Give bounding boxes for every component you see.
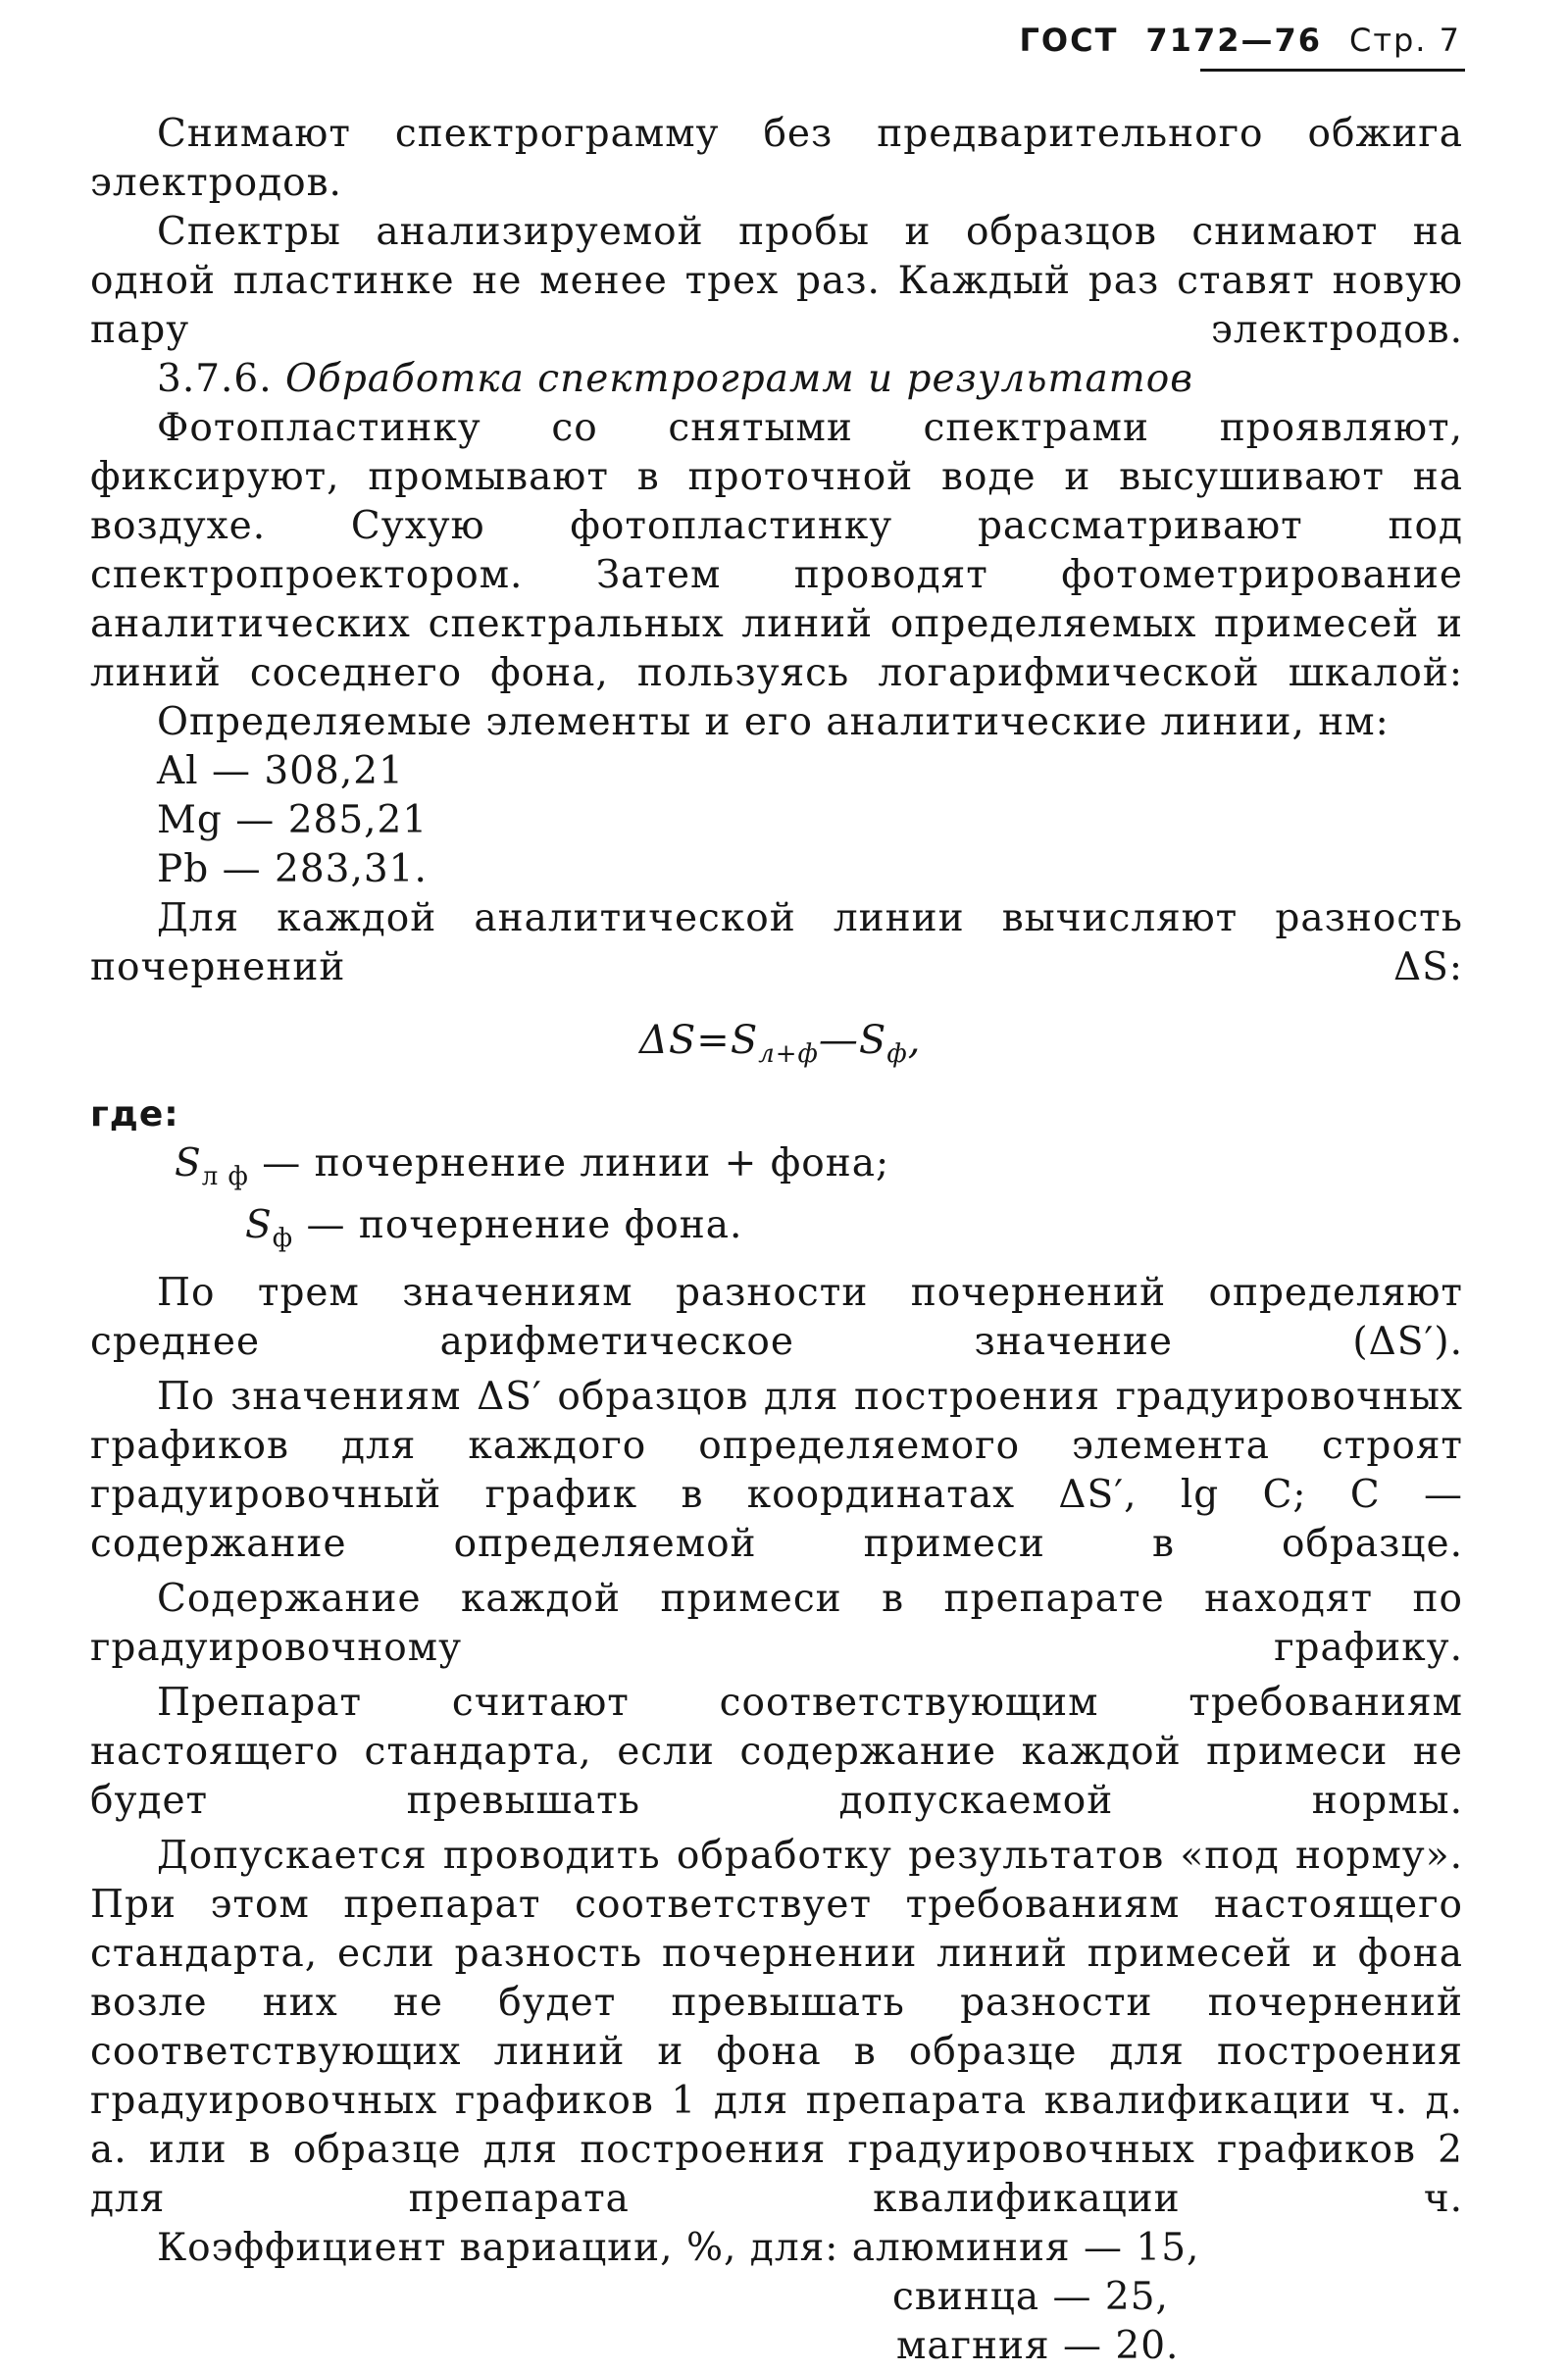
definition-text: — почернение линии + фона; (262, 1141, 890, 1186)
variation-aluminium: Коэффициент вариации, %, для: алюминия — 15, (157, 2225, 1200, 2270)
definition-line-bg (90, 1139, 1463, 1201)
line-mg: Mg — 285,21 (157, 798, 429, 842)
formula-lhs: ΔS (639, 1018, 697, 1063)
page-header (0, 22, 1461, 59)
definition-sub: ф (272, 1223, 294, 1253)
paragraph-delta-intro: Для каждой аналитической линии вычисляют разность почернений ΔS: (90, 896, 1463, 989)
paragraph-norm: Допускается проводить обработку результатов «под норму». При этом препарат соответствует требованиям настоящего стандарта, если разность почернении линий примесей и фона возле них не будет превышать разности почернений соответствующих линий и фона в образце для построения градуировочных графиков 1 для препарата квалификации ч. д. а. или в образце для построения градуировочных графиков 2 для препарата квалификации ч. (90, 1833, 1463, 2221)
header-number: 7172—76 (1145, 22, 1322, 59)
paragraph-spectrogram: Снимают спектрограмму без предварительного обжига электродов. (90, 112, 1463, 205)
paragraph-content: Содержание каждой примеси в препарате находят по градуировочному графику. (90, 1576, 1463, 1670)
paragraph-elements-intro: Определяемые элементы и его аналитические линии, нм: (157, 700, 1390, 744)
header-rule (1200, 69, 1465, 72)
variation-magnesium: магния — 20. (896, 2323, 1180, 2368)
paragraph-processing: Фотопластинку со снятыми спектрами проявляют, фиксируют, промывают в проточной воде и высушивают на воздухе. Сухую фотопластинку рассматривают под спектропроектором. Затем проводят фотометрирование аналитических спектральных линий определяемых примесей и линий соседнего фона, пользуясь логарифмической шкалой: (90, 406, 1463, 695)
paragraph-mean: По трем значениям разности почернений определяют среднее арифметическое значение (ΔS′). (90, 1270, 1463, 1364)
section-number: 3.7.6. (157, 357, 273, 401)
line-al: Al — 308,21 (157, 749, 404, 793)
paragraph-spectra: Спектры анализируемой пробы и образцов снимают на одной пластинке не менее трех раз. Каждый раз ставят новую пару электродов. (90, 210, 1463, 352)
definition-text: — почернение фона. (306, 1202, 743, 1247)
formula-delta-s (90, 1016, 1463, 1079)
formula-tail: , (907, 1018, 922, 1063)
section-heading (90, 355, 1463, 404)
header-page-number: Стр. 7 (1349, 22, 1461, 59)
definition-bg (90, 1201, 1463, 1263)
formula-s-line-sub: л+ф (758, 1039, 819, 1069)
definition-symbol: S (245, 1202, 273, 1247)
document-body (90, 110, 1463, 2371)
definition-symbol: S (175, 1141, 202, 1186)
section-title: Обработка спектрограмм и результатов (285, 357, 1193, 401)
where-label: где: (90, 1094, 179, 1135)
formula-equals: = (696, 1018, 731, 1063)
variation-lead: свинца — 25, (892, 2274, 1169, 2319)
formula-minus: — (818, 1018, 859, 1063)
formula-s-bg-sub: ф (886, 1039, 908, 1069)
formula-s-line: S (730, 1018, 759, 1063)
paragraph-conformance: Препарат считают соответствующим требованиям настоящего стандарта, если содержание каждой примеси не будет превышать допускаемой нормы. (90, 1680, 1463, 1823)
definition-sub: л ф (201, 1161, 249, 1191)
line-pb: Pb — 283,31. (157, 847, 428, 891)
formula-s-bg: S (858, 1018, 887, 1063)
header-gost: ГОСТ (1019, 22, 1119, 59)
paragraph-graph: По значениям ΔS′ образцов для построения градуировочных графиков для каждого определяемого элемента строят градуировочный график в координатах ΔS′, lg C; C — содержание определяемой примеси в образце. (90, 1374, 1463, 1566)
